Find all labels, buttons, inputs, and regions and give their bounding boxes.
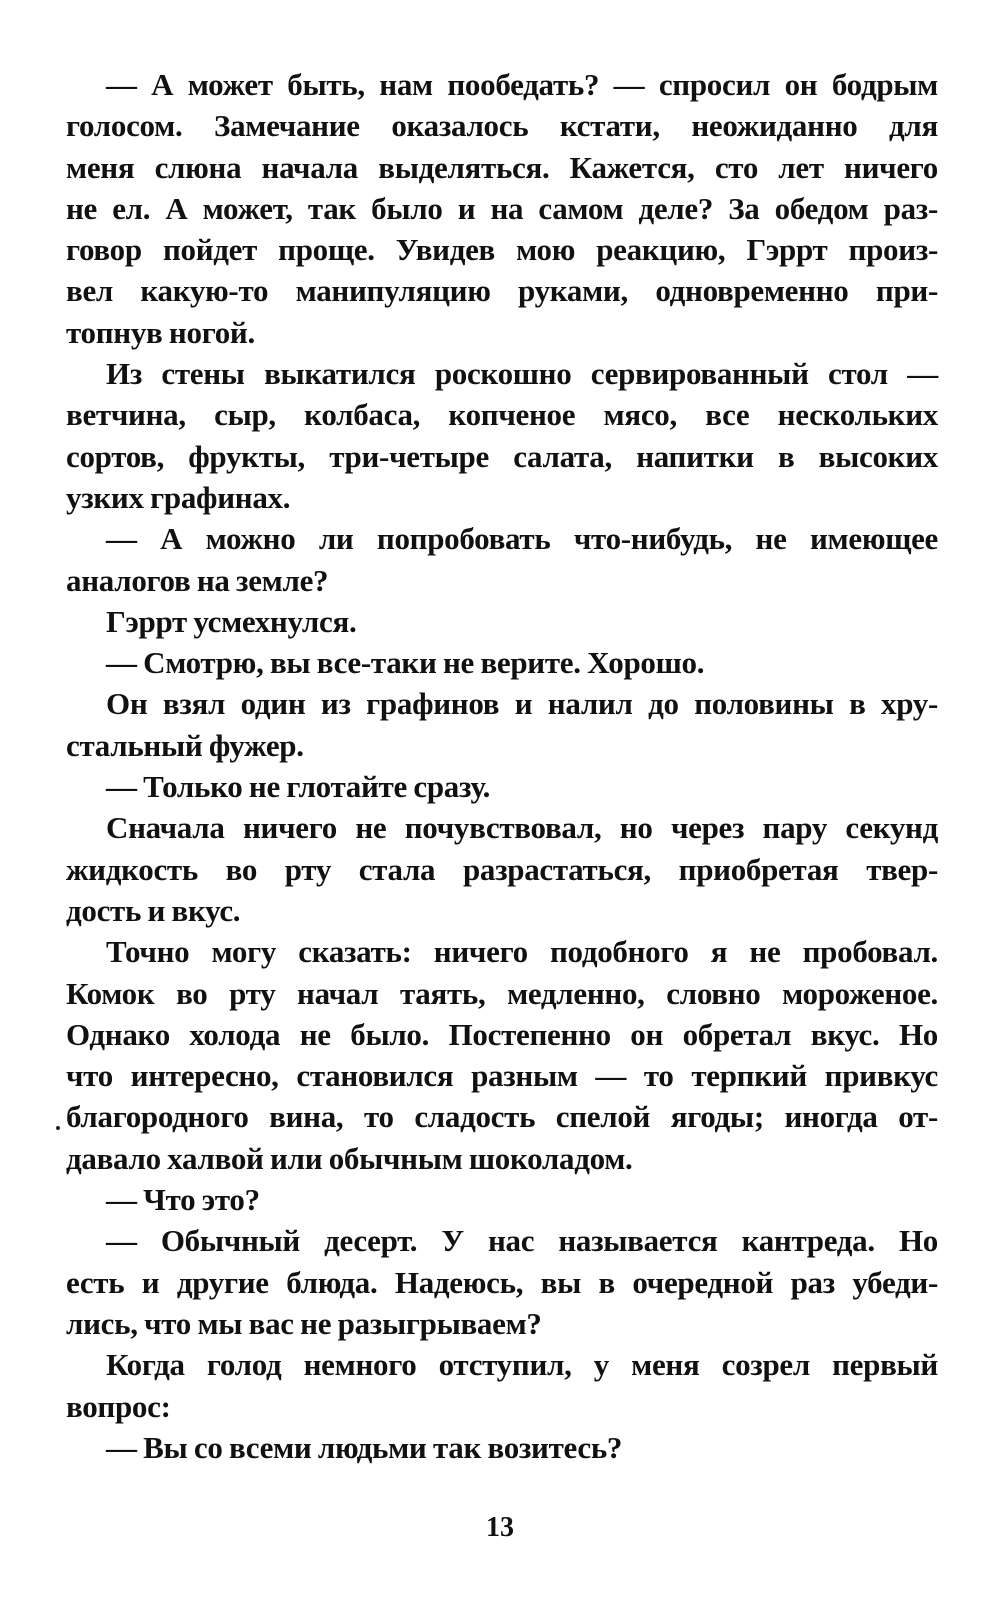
text-line: не ел. А может, так было и на самом деле? За обедом раз- (66, 190, 938, 226)
text-line: благородного вина, то сладость спелой ягоды; иногда от- (66, 1099, 938, 1135)
paragraph (66, 1344, 938, 1427)
text-line: Сначала ничего не почувствовал, но через пару секунд (106, 810, 938, 846)
text-line: Комок во рту начал таять, медленно, словно мороженое. (66, 975, 938, 1011)
text-line: есть и другие блюда. Надеюсь, вы в очередной раз убеди- (66, 1264, 938, 1300)
paragraph (66, 931, 938, 1179)
text-line: Гэррт усмехнулся. (106, 603, 357, 639)
text-line: Однако холода не было. Постепенно он обретал вкус. Но (66, 1016, 938, 1052)
text-line: говор пойдет проще. Увидев мою реакцию, Гэррт произ- (66, 232, 938, 268)
text-line: — Только не глотайте сразу. (106, 769, 491, 805)
text-line: дость и вкус. (66, 892, 241, 928)
text-line: что интересно, становился разным — то терпкий привкус (66, 1058, 938, 1094)
paragraph (66, 601, 938, 642)
text-line: стальный фужер. (66, 727, 304, 763)
paragraph (66, 518, 938, 601)
text-line: ветчина, сыр, колбаса, копченое мясо, все нескольких (66, 397, 938, 433)
text-line: сортов, фрукты, три-четыре салата, напитки в высоких (66, 438, 938, 474)
text-line: Из стены выкатился роскошно сервированный стол — (106, 356, 938, 392)
paragraph (66, 766, 938, 807)
text-line: — Вы со всеми людьми так возитесь? (106, 1429, 623, 1465)
text-line: — Смотрю, вы все-таки не верите. Хорошо. (106, 645, 705, 681)
paragraph (66, 1427, 938, 1468)
paragraph (66, 64, 938, 353)
paragraph (66, 642, 938, 683)
text-line: — А можно ли попробовать что-нибудь, не имеющее (106, 521, 938, 557)
text-line: аналогов на земле? (66, 562, 329, 598)
paragraph (66, 1220, 938, 1344)
text-line: узких графинах. (66, 479, 291, 515)
page-number: 13 (486, 1512, 514, 1543)
text-line: лись, что мы вас не разыгрываем? (66, 1305, 542, 1341)
text-line: Когда голод немного отступил, у меня созрел первый (106, 1347, 938, 1383)
text-line: — Что это? (106, 1182, 260, 1218)
body-text (66, 64, 938, 1468)
text-line: меня слюна начала выделяться. Кажется, сто лет ничего (66, 149, 938, 185)
text-line: вопрос: (66, 1388, 171, 1424)
paragraph (66, 683, 938, 766)
text-line: вел какую-то манипуляцию руками, одновременно при- (66, 273, 938, 309)
text-line: жидкость во рту стала разрастаться, приобретая твер- (66, 851, 938, 887)
text-line: Он взял один из графинов и налил до половины в хру- (106, 686, 938, 722)
print-speck (56, 1126, 60, 1130)
text-line: голосом. Замечание оказалось кстати, неожиданно для (66, 108, 938, 144)
text-line: топнув ногой. (66, 314, 255, 350)
text-line: — Обычный десерт. У нас называется кантреда. Но (106, 1223, 938, 1259)
text-line: давало халвой или обычным шоколадом. (66, 1140, 633, 1176)
paragraph (66, 353, 938, 518)
text-line: Точно могу сказать: ничего подобного я не пробовал. (106, 934, 938, 970)
paragraph (66, 807, 938, 931)
text-line: — А может быть, нам пообедать? — спросил он бодрым (106, 67, 938, 102)
paragraph (66, 1179, 938, 1220)
